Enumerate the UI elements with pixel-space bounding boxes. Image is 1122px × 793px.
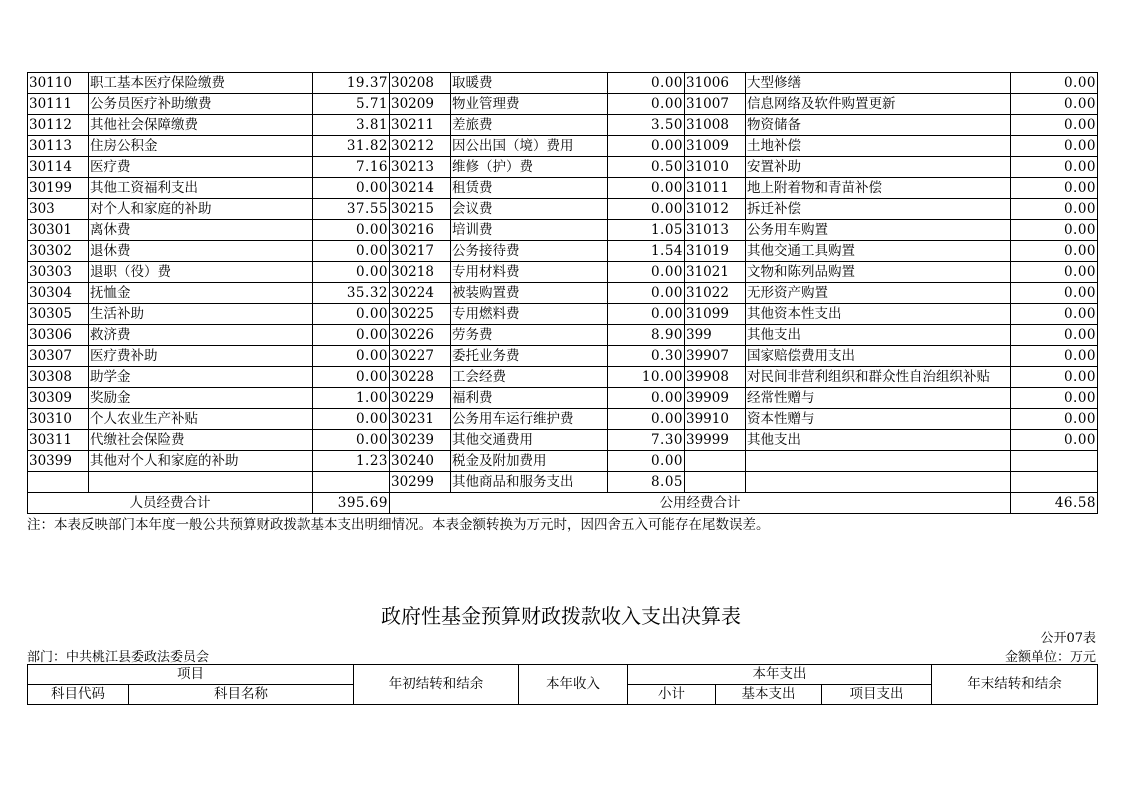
amount: 0.00	[608, 94, 685, 115]
account-code: 30307	[28, 346, 89, 367]
account-name: 专用材料费	[451, 262, 608, 283]
header-item-name: 科目名称	[129, 685, 354, 705]
account-name: 安置补助	[746, 157, 1011, 178]
account-code: 30213	[390, 157, 451, 178]
table-row	[28, 430, 1098, 451]
header-income: 本年收入	[519, 665, 628, 705]
amount: 0.00	[1011, 115, 1098, 136]
amount	[313, 472, 390, 493]
account-name: 被装购置费	[451, 283, 608, 304]
account-name: 其他交通工具购置	[746, 241, 1011, 262]
amount: 0.00	[608, 199, 685, 220]
header-basic: 基本支出	[716, 685, 822, 705]
account-code: 30310	[28, 409, 89, 430]
account-code: 31022	[685, 283, 746, 304]
account-code: 30309	[28, 388, 89, 409]
table-row	[28, 136, 1098, 157]
table-row	[28, 262, 1098, 283]
table-row	[28, 388, 1098, 409]
amount: 8.90	[608, 325, 685, 346]
amount: 8.05	[608, 472, 685, 493]
account-name: 工会经费	[451, 367, 608, 388]
account-name: 对民间非营利组织和群众性自治组织补贴	[746, 367, 1011, 388]
amount: 3.50	[608, 115, 685, 136]
table-row	[28, 346, 1098, 367]
amount: 0.00	[1011, 262, 1098, 283]
account-name: 文物和陈列品购置	[746, 262, 1011, 283]
account-code: 303	[28, 199, 89, 220]
amount: 0.00	[313, 178, 390, 199]
account-code: 30303	[28, 262, 89, 283]
account-name	[89, 472, 313, 493]
public-total-value: 46.58	[1011, 493, 1098, 514]
amount: 35.32	[313, 283, 390, 304]
account-name: 会议费	[451, 199, 608, 220]
amount: 0.00	[608, 73, 685, 94]
account-code: 30111	[28, 94, 89, 115]
account-code: 30112	[28, 115, 89, 136]
header-project: 项目支出	[822, 685, 932, 705]
account-code: 30227	[390, 346, 451, 367]
account-name: 其他资本性支出	[746, 304, 1011, 325]
amount: 37.55	[313, 199, 390, 220]
account-code: 30299	[390, 472, 451, 493]
header-closing-balance: 年末结转和结余	[932, 665, 1098, 705]
amount: 0.00	[313, 304, 390, 325]
account-code: 31013	[685, 220, 746, 241]
account-code: 30209	[390, 94, 451, 115]
amount: 0.00	[1011, 304, 1098, 325]
account-name	[746, 451, 1011, 472]
amount: 1.05	[608, 220, 685, 241]
account-code: 30212	[390, 136, 451, 157]
account-code: 31008	[685, 115, 746, 136]
account-name: 其他社会保障缴费	[89, 115, 313, 136]
account-name: 公务用车运行维护费	[451, 409, 608, 430]
account-name: 地上附着物和青苗补偿	[746, 178, 1011, 199]
account-code: 31009	[685, 136, 746, 157]
amount: 0.00	[313, 220, 390, 241]
amount: 0.00	[313, 325, 390, 346]
account-name: 其他商品和服务支出	[451, 472, 608, 493]
account-code: 39908	[685, 367, 746, 388]
amount: 0.00	[1011, 136, 1098, 157]
account-name: 公务用车购置	[746, 220, 1011, 241]
account-code: 30304	[28, 283, 89, 304]
amount: 0.00	[1011, 325, 1098, 346]
table-row	[28, 115, 1098, 136]
table-note: 注：本表反映部门本年度一般公共预算财政拨款基本支出明细情况。本表金额转换为万元时，因四舍五入可能存在尾数误差。	[27, 517, 770, 533]
account-name: 租赁费	[451, 178, 608, 199]
account-name: 抚恤金	[89, 283, 313, 304]
table-row	[28, 304, 1098, 325]
account-code: 39910	[685, 409, 746, 430]
account-name: 取暖费	[451, 73, 608, 94]
header-item: 项目	[28, 665, 354, 685]
account-name: 代缴社会保险费	[89, 430, 313, 451]
account-code: 30226	[390, 325, 451, 346]
account-name: 土地补偿	[746, 136, 1011, 157]
account-code: 30208	[390, 73, 451, 94]
account-code: 30114	[28, 157, 89, 178]
amount: 0.00	[1011, 367, 1098, 388]
amount: 5.71	[313, 94, 390, 115]
account-name	[746, 472, 1011, 493]
account-code: 30302	[28, 241, 89, 262]
table-row	[28, 157, 1098, 178]
account-name: 劳务费	[451, 325, 608, 346]
amount: 1.54	[608, 241, 685, 262]
amount: 0.00	[1011, 73, 1098, 94]
account-name: 退职（役）费	[89, 262, 313, 283]
amount: 0.00	[313, 346, 390, 367]
account-name: 因公出国（境）费用	[451, 136, 608, 157]
table-row	[28, 472, 1098, 493]
account-name: 资本性赠与	[746, 409, 1011, 430]
account-code: 30216	[390, 220, 451, 241]
personnel-total-value: 395.69	[313, 493, 390, 514]
account-name: 维修（护）费	[451, 157, 608, 178]
amount: 0.00	[1011, 430, 1098, 451]
account-code: 30217	[390, 241, 451, 262]
personnel-total-label: 人员经费合计	[28, 493, 313, 514]
amount: 0.00	[1011, 157, 1098, 178]
amount: 10.00	[608, 367, 685, 388]
amount: 0.00	[1011, 283, 1098, 304]
account-code: 30110	[28, 73, 89, 94]
account-name: 职工基本医疗保险缴费	[89, 73, 313, 94]
account-code: 31007	[685, 94, 746, 115]
account-name: 国家赔偿费用支出	[746, 346, 1011, 367]
table-row	[28, 283, 1098, 304]
header-row-1	[28, 665, 1098, 685]
account-name: 大型修缮	[746, 73, 1011, 94]
amount: 0.00	[1011, 199, 1098, 220]
basic-expenditure-detail-table	[27, 72, 1098, 514]
account-code: 30225	[390, 304, 451, 325]
account-name: 信息网络及软件购置更新	[746, 94, 1011, 115]
amount: 0.00	[1011, 409, 1098, 430]
account-name: 退休费	[89, 241, 313, 262]
amount: 0.00	[608, 262, 685, 283]
account-name: 物业管理费	[451, 94, 608, 115]
account-code: 30215	[390, 199, 451, 220]
account-code: 31099	[685, 304, 746, 325]
account-name: 公务员医疗补助缴费	[89, 94, 313, 115]
account-name: 其他交通费用	[451, 430, 608, 451]
account-code: 30301	[28, 220, 89, 241]
amount: 0.00	[608, 388, 685, 409]
amount: 0.00	[608, 136, 685, 157]
account-code	[28, 472, 89, 493]
account-code: 30199	[28, 178, 89, 199]
account-name: 专用燃料费	[451, 304, 608, 325]
amount: 19.37	[313, 73, 390, 94]
amount: 0.00	[608, 178, 685, 199]
header-expenditure: 本年支出	[628, 665, 932, 685]
amount: 0.00	[1011, 94, 1098, 115]
table-row	[28, 409, 1098, 430]
totals-row	[28, 493, 1098, 514]
account-name: 其他支出	[746, 430, 1011, 451]
amount: 0.00	[608, 283, 685, 304]
table-row	[28, 94, 1098, 115]
amount: 1.23	[313, 451, 390, 472]
account-name: 个人农业生产补贴	[89, 409, 313, 430]
account-name: 经常性赠与	[746, 388, 1011, 409]
account-code: 30305	[28, 304, 89, 325]
table-row	[28, 367, 1098, 388]
account-code: 30311	[28, 430, 89, 451]
amount: 0.00	[313, 367, 390, 388]
amount: 0.00	[608, 304, 685, 325]
table-row	[28, 178, 1098, 199]
account-code: 31011	[685, 178, 746, 199]
amount: 7.16	[313, 157, 390, 178]
table-row	[28, 220, 1098, 241]
account-code: 30399	[28, 451, 89, 472]
account-name: 其他工资福利支出	[89, 178, 313, 199]
account-name: 税金及附加费用	[451, 451, 608, 472]
account-code: 399	[685, 325, 746, 346]
account-code: 39907	[685, 346, 746, 367]
account-code: 30218	[390, 262, 451, 283]
account-name: 物资储备	[746, 115, 1011, 136]
amount: 0.00	[1011, 346, 1098, 367]
account-name: 生活补助	[89, 304, 313, 325]
account-name: 对个人和家庭的补助	[89, 199, 313, 220]
account-name: 离休费	[89, 220, 313, 241]
amount	[1011, 472, 1098, 493]
amount: 7.30	[608, 430, 685, 451]
account-name: 其他支出	[746, 325, 1011, 346]
amount: 0.00	[313, 409, 390, 430]
account-code: 30239	[390, 430, 451, 451]
account-name: 医疗费	[89, 157, 313, 178]
account-code: 30229	[390, 388, 451, 409]
unit-label: 金额单位：万元	[1004, 650, 1096, 665]
account-name: 救济费	[89, 325, 313, 346]
account-code: 30113	[28, 136, 89, 157]
account-code: 30224	[390, 283, 451, 304]
account-code: 30240	[390, 451, 451, 472]
amount: 0.00	[313, 241, 390, 262]
table-row	[28, 325, 1098, 346]
government-fund-table	[27, 664, 1098, 705]
amount: 0.00	[608, 451, 685, 472]
amount: 0.00	[608, 409, 685, 430]
account-name: 无形资产购置	[746, 283, 1011, 304]
amount: 0.00	[313, 262, 390, 283]
amount: 1.00	[313, 388, 390, 409]
amount: 31.82	[313, 136, 390, 157]
account-code: 31012	[685, 199, 746, 220]
table-code: 公开07表	[1040, 631, 1096, 646]
amount: 0.00	[313, 430, 390, 451]
account-name: 奖励金	[89, 388, 313, 409]
account-code: 30214	[390, 178, 451, 199]
header-subtotal: 小计	[628, 685, 716, 705]
amount: 0.00	[1011, 241, 1098, 262]
header-opening-balance: 年初结转和结余	[354, 665, 519, 705]
table-row	[28, 199, 1098, 220]
amount: 0.00	[1011, 178, 1098, 199]
table-row	[28, 73, 1098, 94]
account-code: 30308	[28, 367, 89, 388]
account-code: 31006	[685, 73, 746, 94]
account-name: 拆迁补偿	[746, 199, 1011, 220]
account-name: 委托业务费	[451, 346, 608, 367]
account-name: 住房公积金	[89, 136, 313, 157]
table-row	[28, 241, 1098, 262]
header-item-code: 科目代码	[28, 685, 129, 705]
account-code: 39909	[685, 388, 746, 409]
account-code	[685, 472, 746, 493]
page-title: 政府性基金预算财政拨款收入支出决算表	[381, 604, 741, 628]
account-code: 30228	[390, 367, 451, 388]
account-name: 公务接待费	[451, 241, 608, 262]
public-total-label: 公用经费合计	[390, 493, 1011, 514]
account-code: 39999	[685, 430, 746, 451]
account-name: 福利费	[451, 388, 608, 409]
amount: 0.00	[1011, 388, 1098, 409]
account-name: 其他对个人和家庭的补助	[89, 451, 313, 472]
table-row	[28, 451, 1098, 472]
amount	[1011, 451, 1098, 472]
account-code: 30231	[390, 409, 451, 430]
amount: 0.50	[608, 157, 685, 178]
account-code: 31021	[685, 262, 746, 283]
amount: 0.00	[1011, 220, 1098, 241]
account-name: 差旅费	[451, 115, 608, 136]
account-code	[685, 451, 746, 472]
amount: 3.81	[313, 115, 390, 136]
department-label: 部门：中共桃江县委政法委员会	[27, 650, 210, 665]
account-code: 30306	[28, 325, 89, 346]
amount: 0.30	[608, 346, 685, 367]
account-name: 医疗费补助	[89, 346, 313, 367]
account-name: 培训费	[451, 220, 608, 241]
account-code: 31019	[685, 241, 746, 262]
account-code: 31010	[685, 157, 746, 178]
account-name: 助学金	[89, 367, 313, 388]
account-code: 30211	[390, 115, 451, 136]
